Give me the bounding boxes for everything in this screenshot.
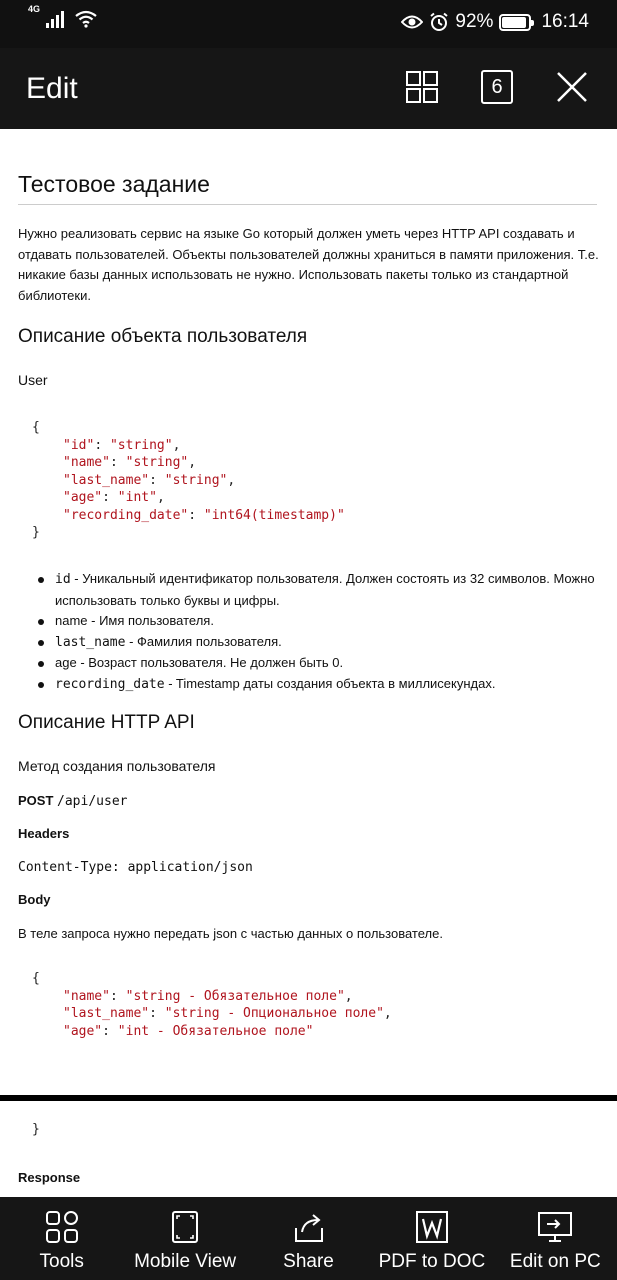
section-title-http-api: Описание HTTP API	[18, 712, 195, 733]
mobile-view-label: Mobile View	[134, 1251, 237, 1272]
tools-icon	[45, 1210, 79, 1244]
code-value: "int - Обязательное поле"	[117, 1023, 314, 1039]
signal-icon	[46, 10, 64, 28]
grid-view-icon[interactable]	[405, 70, 439, 104]
section-title-user-object: Описание объекта пользователя	[18, 326, 308, 347]
code-key: "recording_date"	[63, 507, 189, 523]
tools-label: Tools	[39, 1251, 84, 1272]
code-key: "last_name"	[63, 1006, 150, 1021]
tools-button[interactable]	[0, 1197, 123, 1280]
status-right	[401, 11, 589, 33]
code-key: "age"	[63, 490, 103, 505]
mobile-view-icon	[168, 1210, 202, 1244]
field-name: age	[55, 655, 77, 670]
mobile-view-button[interactable]	[123, 1197, 246, 1280]
share-icon	[292, 1210, 326, 1244]
edit-on-pc-label: Edit on PC	[509, 1251, 601, 1272]
document-page[interactable]	[0, 129, 617, 1095]
code-value: "int"	[117, 490, 157, 505]
page-count-button[interactable]	[481, 70, 513, 104]
clock: 16:14	[541, 11, 589, 32]
list-item	[38, 653, 598, 674]
code-value: "string"	[109, 437, 173, 453]
battery-percent: 92%	[455, 11, 494, 32]
code-sep: ,	[188, 455, 197, 470]
body-label: Body	[18, 892, 51, 907]
code-brace-open: {	[32, 971, 40, 986]
code-line: "name": "string - Обязательное поле",	[63, 988, 353, 1004]
list-item	[38, 611, 598, 632]
field-name: name	[55, 613, 88, 628]
field-name: last_name	[55, 634, 126, 650]
field-desc: - Фамилия пользователя.	[125, 633, 282, 649]
app-bar-title[interactable]: Edit	[26, 72, 78, 105]
code-value: "string"	[164, 472, 228, 488]
code-value: "string"	[125, 455, 189, 470]
field-name: recording_date	[55, 676, 165, 692]
code-value: "string - Опциональное поле"	[164, 1006, 384, 1021]
status-bar	[0, 0, 617, 48]
response-label: Response	[18, 1170, 81, 1185]
eye-icon	[401, 14, 423, 30]
alarm-icon	[429, 12, 449, 32]
code-line: "last_name": "string",	[63, 472, 236, 488]
edit-on-pc-icon	[537, 1210, 573, 1244]
method-title: Метод создания пользователя	[18, 758, 216, 774]
body-description: В теле запроса нужно передать json с частью данных о пользователе.	[18, 926, 443, 941]
pdf-to-doc-button[interactable]	[370, 1197, 493, 1280]
headers-label: Headers	[18, 826, 70, 841]
document-title: Тестовое задание	[18, 171, 597, 205]
http-method: POST	[18, 793, 54, 808]
code-value: "string - Обязательное поле"	[125, 988, 345, 1004]
code-sep: ,	[383, 1006, 392, 1021]
code-key: "name"	[63, 455, 110, 470]
intro-paragraph: Нужно реализовать сервис на языке Go который должен уметь через HTTP API создавать и отдавать пользователей. Объекты пользователей должны храниться в памяти приложения. Т.е. никакие базы данных использовать не нужно. Использовать пакеты только из стандартной библиотеки.	[18, 226, 599, 303]
code-key: "id"	[63, 437, 95, 453]
list-item	[38, 632, 598, 654]
code-line: "last_name": "string - Опциональное поле",	[63, 1006, 392, 1021]
network-type: 4G	[28, 4, 41, 14]
share-label: Share	[283, 1251, 334, 1272]
battery-icon	[499, 14, 531, 31]
method-line	[18, 791, 603, 813]
pdf-to-doc-icon	[415, 1210, 449, 1244]
wifi-icon	[74, 10, 98, 28]
code-line: "age": "int",	[63, 490, 165, 505]
code-key: "name"	[63, 988, 110, 1004]
code-sep: ,	[172, 437, 181, 453]
code-line: "id": "string",	[63, 437, 181, 453]
user-label: User	[18, 372, 48, 388]
code-value: "int64(timestamp)"	[203, 507, 345, 523]
code-sep: ,	[227, 472, 236, 488]
page-count: 6	[491, 76, 503, 98]
field-name: id	[55, 572, 71, 587]
fields-list	[38, 569, 598, 695]
code-sep: ,	[344, 988, 353, 1004]
app-bar	[0, 48, 617, 129]
code-brace-open: {	[32, 420, 40, 435]
share-button[interactable]	[247, 1197, 370, 1280]
user-code-block	[32, 419, 345, 542]
content-type-header: Content-Type: application/json	[18, 860, 253, 875]
code-line: "name": "string",	[63, 455, 197, 470]
close-icon[interactable]	[555, 70, 589, 104]
code-line: "age": "int - Обязательное поле"	[63, 1023, 314, 1039]
field-desc: - Возраст пользователя. Не должен быть 0.	[76, 655, 344, 670]
endpoint: /api/user	[57, 794, 128, 809]
body-code-block	[32, 970, 392, 1040]
field-desc: - Имя пользователя.	[87, 613, 214, 628]
code-key: "age"	[63, 1023, 103, 1039]
pdf-to-doc-label: PDF to DOC	[378, 1251, 486, 1272]
bottom-toolbar	[0, 1197, 617, 1280]
code-brace-close: }	[32, 525, 40, 540]
field-desc: - Уникальный идентификатор пользователя. Должен состоять из 32 символов. Можно использовать только буквы и цифры.	[55, 571, 595, 608]
code-sep: ,	[156, 490, 165, 505]
list-item	[38, 674, 598, 696]
code-line: "recording_date": "int64(timestamp)"	[63, 507, 345, 523]
document-page-2[interactable]	[0, 1101, 617, 1197]
list-item	[38, 569, 598, 611]
code-brace-close: }	[32, 1122, 40, 1137]
code-key: "last_name"	[63, 472, 150, 488]
field-desc: - Timestamp даты создания объекта в миллисекундах.	[164, 675, 496, 691]
signal-area	[28, 4, 98, 28]
edit-on-pc-button[interactable]	[494, 1197, 617, 1280]
